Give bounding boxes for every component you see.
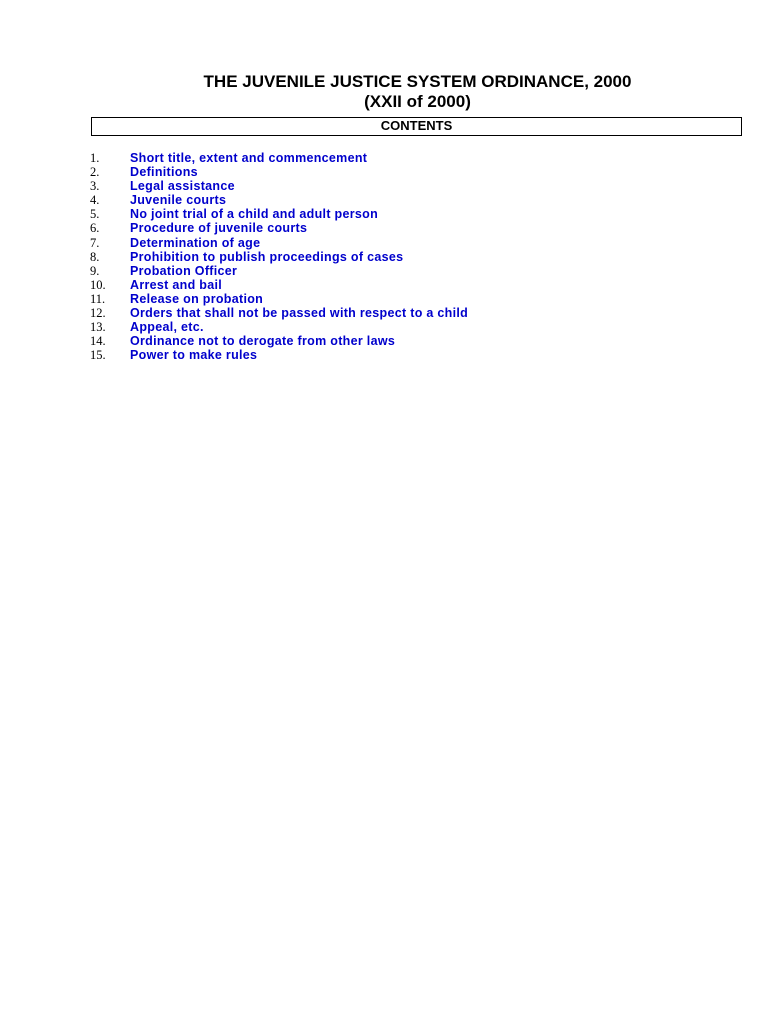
toc-item-14	[0, 334, 700, 348]
toc-link-short-title[interactable]: Short title, extent and commencement	[130, 151, 368, 165]
toc-link-legal-assistance[interactable]: Legal assistance	[130, 179, 235, 194]
document-title: THE JUVENILE JUSTICE SYSTEM ORDINANCE, 2000	[203, 72, 632, 91]
toc-number: 13.	[90, 320, 106, 335]
toc-number: 4.	[90, 193, 100, 208]
toc-link-definitions[interactable]: Definitions	[130, 165, 198, 180]
toc-link-juvenile-courts[interactable]: Juvenile courts	[130, 193, 227, 208]
toc-item-8	[0, 250, 700, 264]
toc-number: 3.	[90, 179, 100, 194]
toc-item-7	[0, 236, 700, 250]
toc-item-11	[0, 292, 700, 306]
toc-number: 5.	[90, 207, 100, 222]
toc-number: 12.	[90, 306, 106, 321]
toc-link-ordinance-not-to-derogate[interactable]: Ordinance not to derogate from other laws	[130, 334, 396, 349]
toc-link-release-on-probation[interactable]: Release on probation	[130, 291, 264, 306]
toc-link-orders-not-passed[interactable]: Orders that shall not be passed with respect to a child	[130, 306, 469, 321]
toc-number: 2.	[90, 165, 100, 180]
toc-item-12	[0, 306, 700, 320]
document-subtitle: (XXII of 2000)	[364, 92, 471, 111]
toc-link-appeal[interactable]: Appeal, etc.	[130, 320, 204, 335]
table-of-contents	[0, 151, 700, 362]
toc-number: 6.	[90, 221, 100, 236]
toc-number: 10.	[90, 277, 106, 292]
toc-item-4	[0, 193, 700, 207]
toc-link-determination-of-age[interactable]: Determination of age	[130, 235, 261, 250]
toc-number: 14.	[90, 334, 106, 349]
toc-link-procedure[interactable]: Procedure of juvenile courts	[130, 221, 308, 236]
toc-number: 11.	[90, 291, 106, 306]
contents-heading-box	[91, 117, 742, 136]
toc-item-9	[0, 264, 700, 278]
toc-item-6	[0, 221, 700, 235]
toc-link-power-to-make-rules[interactable]: Power to make rules	[130, 348, 258, 363]
toc-number: 9.	[90, 263, 100, 278]
toc-number: 8.	[90, 249, 100, 264]
toc-item-3	[0, 179, 700, 193]
toc-item-5	[0, 207, 700, 221]
toc-number: 1.	[90, 151, 100, 165]
toc-item-1	[0, 151, 700, 165]
toc-link-prohibition-to-publish[interactable]: Prohibition to publish proceedings of cases	[130, 249, 404, 264]
toc-item-15	[0, 348, 700, 362]
toc-link-arrest-and-bail[interactable]: Arrest and bail	[130, 277, 223, 292]
toc-item-13	[0, 320, 700, 334]
toc-link-probation-officer[interactable]: Probation Officer	[130, 263, 238, 278]
contents-heading: CONTENTS	[380, 118, 453, 133]
toc-item-2	[0, 165, 700, 179]
toc-number: 15.	[90, 348, 106, 363]
toc-number: 7.	[90, 235, 100, 250]
toc-item-10	[0, 278, 700, 292]
toc-link-no-joint-trial[interactable]: No joint trial of a child and adult person	[130, 207, 379, 222]
